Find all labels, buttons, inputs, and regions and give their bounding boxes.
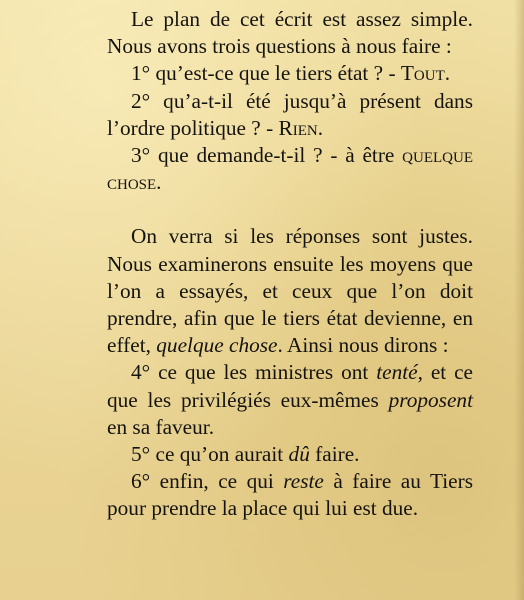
point-4 [107,359,473,441]
point-5-text-1: 5° ce qu’on aurait [131,442,284,467]
point-6-text-2: à faire au Tiers pour prendre la place qui lui est due. [107,469,473,521]
point-4-emphasis-1: tenté [376,360,418,385]
point-5-emphasis: dû [288,442,310,467]
point-6-text-1: 6° enfin, ce qui [131,469,274,494]
question-1-text: 1° qu’est-ce que le tiers état ? - [131,61,396,86]
point-6 [107,468,473,522]
point-4-emphasis-2: proposent [388,387,473,412]
question-2 [107,88,473,142]
question-1-answer: Tout. [400,61,451,86]
question-2-text: 2° qu’a-t-il été jusqu’à présent dans l’ordre politique ? - [107,88,473,140]
point-4-text-2: , et ce que les privilégiés eux-mêmes [107,360,473,412]
second-paragraph-emphasis: quelque chose [156,333,278,358]
page-edge-shading [514,0,524,600]
intro-paragraph [107,6,473,60]
second-paragraph-text-2: . Ainsi nous dirons : [277,333,449,358]
intro-text: Le plan de cet écrit est assez simple. Nous avons trois questions à nous faire : [107,7,473,59]
point-5-text-2: faire. [315,442,360,467]
second-paragraph-text-1: On verra si les réponses sont justes. Nous examinerons ensuite les moyens que l’on a essayés, et ceux que l’on doit prendre, afin que le tiers état devienne, en effet, [107,224,473,358]
point-4-text-1: 4° ce que les ministres ont [131,360,369,385]
paragraph-gap [107,196,473,223]
point-6-emphasis: reste [283,469,324,494]
question-3-answer: quelque chose. [107,143,473,195]
point-5 [107,441,473,468]
question-3 [107,142,473,196]
question-3-text: 3° que demande-t-il ? - à être [131,143,395,168]
question-2-answer: Rien. [278,115,324,140]
document-page [107,6,473,523]
question-1 [107,60,473,87]
second-paragraph [107,223,473,359]
point-4-text-3: en sa faveur. [107,414,215,439]
